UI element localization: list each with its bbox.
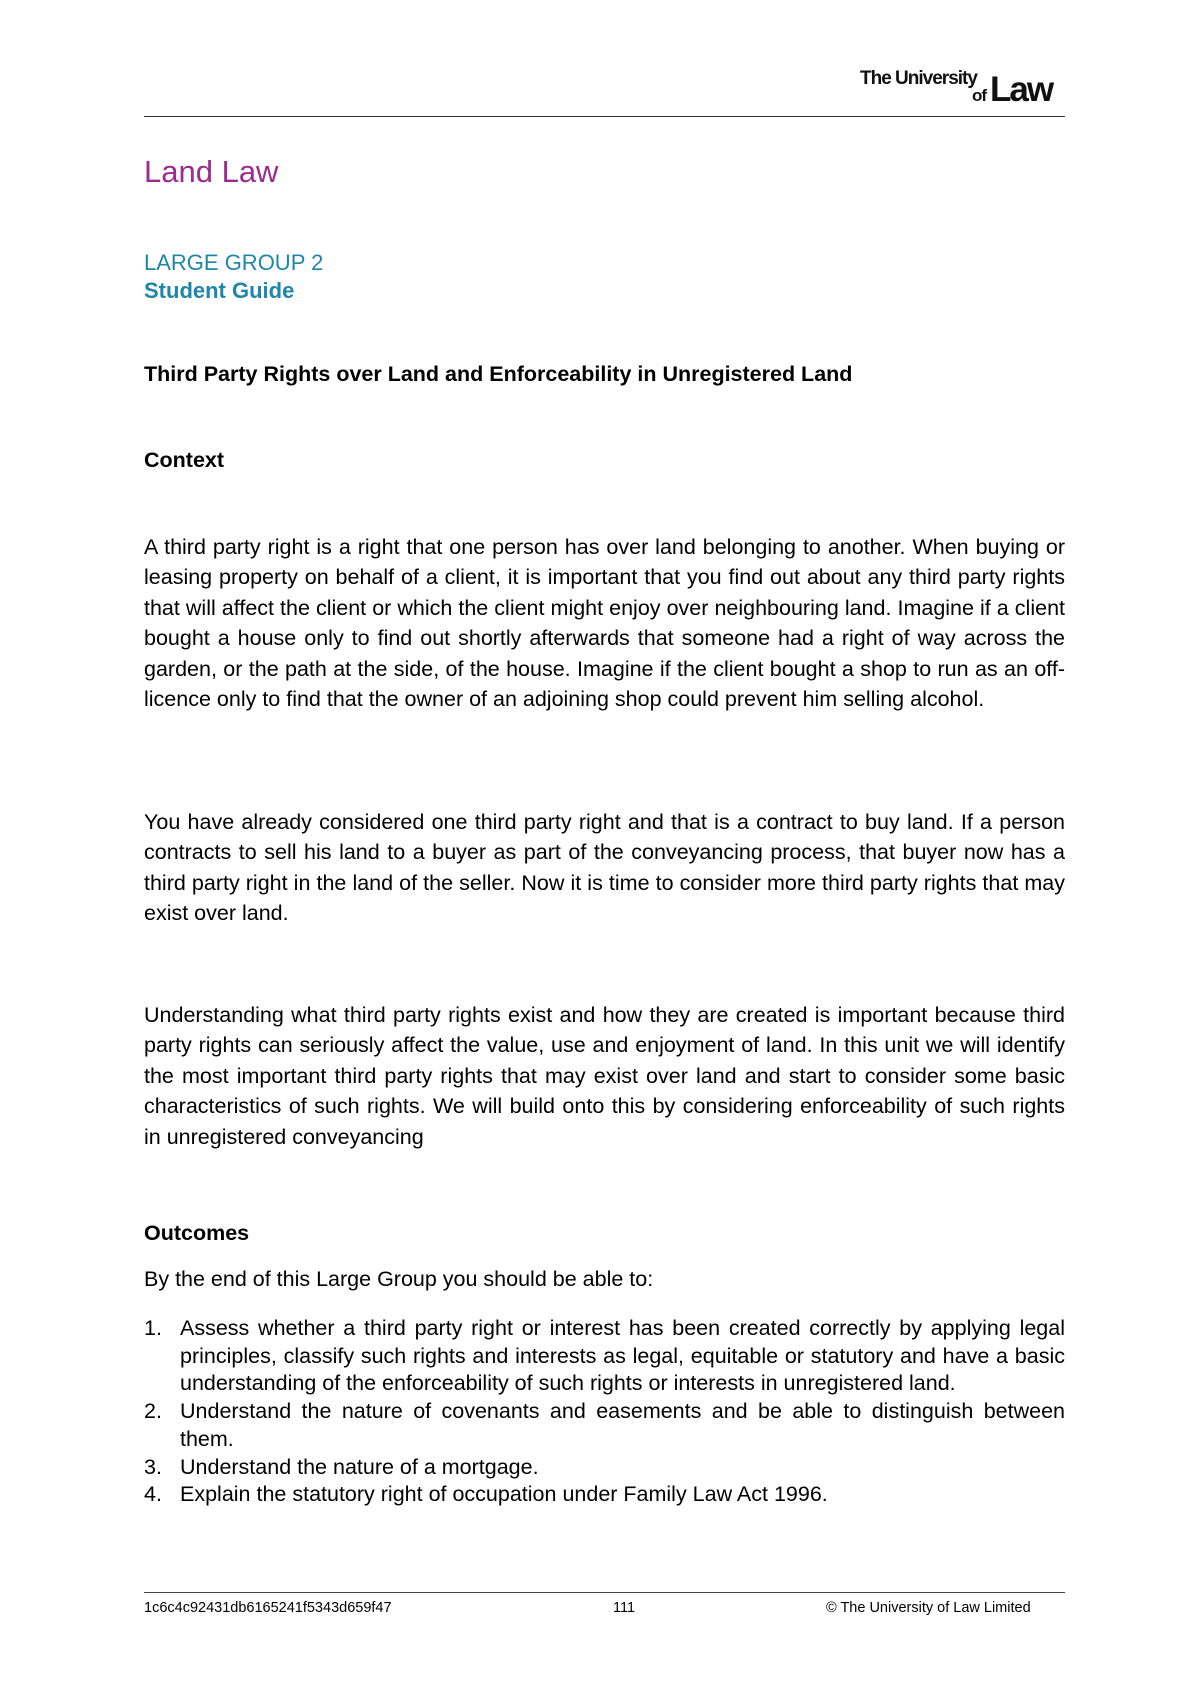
outcome-item	[144, 1481, 1065, 1509]
outcome-text: Understand the nature of a mortgage.	[180, 1454, 539, 1479]
footer-page-number: 111	[613, 1600, 636, 1616]
outcomes-heading: Outcomes	[144, 1221, 250, 1245]
outcome-item	[144, 1454, 1065, 1482]
logo-law-text: Law	[990, 70, 1053, 109]
logo-university-text: The University	[860, 68, 977, 89]
outcome-number: 1.	[144, 1316, 162, 1340]
outcome-number: 4.	[144, 1482, 162, 1507]
logo-of-text: of	[972, 86, 987, 105]
context-paragraph-1: A third party right is a right that one person has over land belonging to another. When buying or leasing property on behalf of a client, it is important that you find out about any third party rights that will affect the client or which the client might enjoy over neighbouring land. Imagine if a client bought a house only to find out shortly afterwards that someone had a right of way across the garden, or the path at the side, of the house. Imagine if the client bought a shop to run as an off-licence only to find that the owner of an adjoining shop could prevent him selling alcohol.	[144, 535, 1065, 712]
outcomes-intro: By the end of this Large Group you should be able to:	[144, 1267, 654, 1291]
footer-divider	[144, 1592, 1065, 1593]
outcome-item	[144, 1315, 1065, 1398]
large-group-label: LARGE GROUP 2	[144, 250, 324, 275]
outcome-number: 2.	[144, 1399, 162, 1424]
outcome-item	[144, 1398, 1065, 1453]
context-heading: Context	[144, 448, 225, 472]
outcome-text: Understand the nature of covenants and easements and be able to distinguish between them.	[180, 1399, 1065, 1451]
document-title: Land Law	[144, 154, 279, 189]
context-paragraph-2: You have already considered one third party right and that is a contract to buy land. If a person contracts to sell his land to a buyer as part of the conveyancing process, that buyer now has a third party right in the land of the seller. Now it is time to consider more third party rights that may exist over land.	[144, 810, 1065, 926]
context-paragraph-3: Understanding what third party rights exist and how they are created is important because third party rights can seriously affect the value, use and enjoyment of land. In this unit we will identify the most important third party rights that may exist over land and start to consider some basic characteristics of such rights. We will build onto this by considering enforceability of such rights in unregistered conveyancing	[144, 1003, 1065, 1149]
university-of-law-logo	[860, 66, 1068, 108]
header-divider	[144, 116, 1065, 117]
outcome-text: Assess whether a third party right or interest has been created correctly by applying legal principles, classify such rights and interests as legal, equitable or statutory and have a basic understanding of the enforceability of such rights or interests in unregistered land.	[180, 1316, 1065, 1396]
outcome-text: Explain the statutory right of occupation under Family Law Act 1996.	[180, 1482, 828, 1507]
footer-copyright: © The University of Law Limited	[826, 1600, 1031, 1616]
footer-document-id: 1c6c4c92431db6165241f5343d659f47	[144, 1600, 392, 1616]
topic-title: Third Party Rights over Land and Enforceability in Unregistered Land	[144, 362, 853, 386]
student-guide-label: Student Guide	[144, 278, 295, 303]
outcomes-list	[144, 1315, 1065, 1509]
outcome-number: 3.	[144, 1454, 162, 1479]
